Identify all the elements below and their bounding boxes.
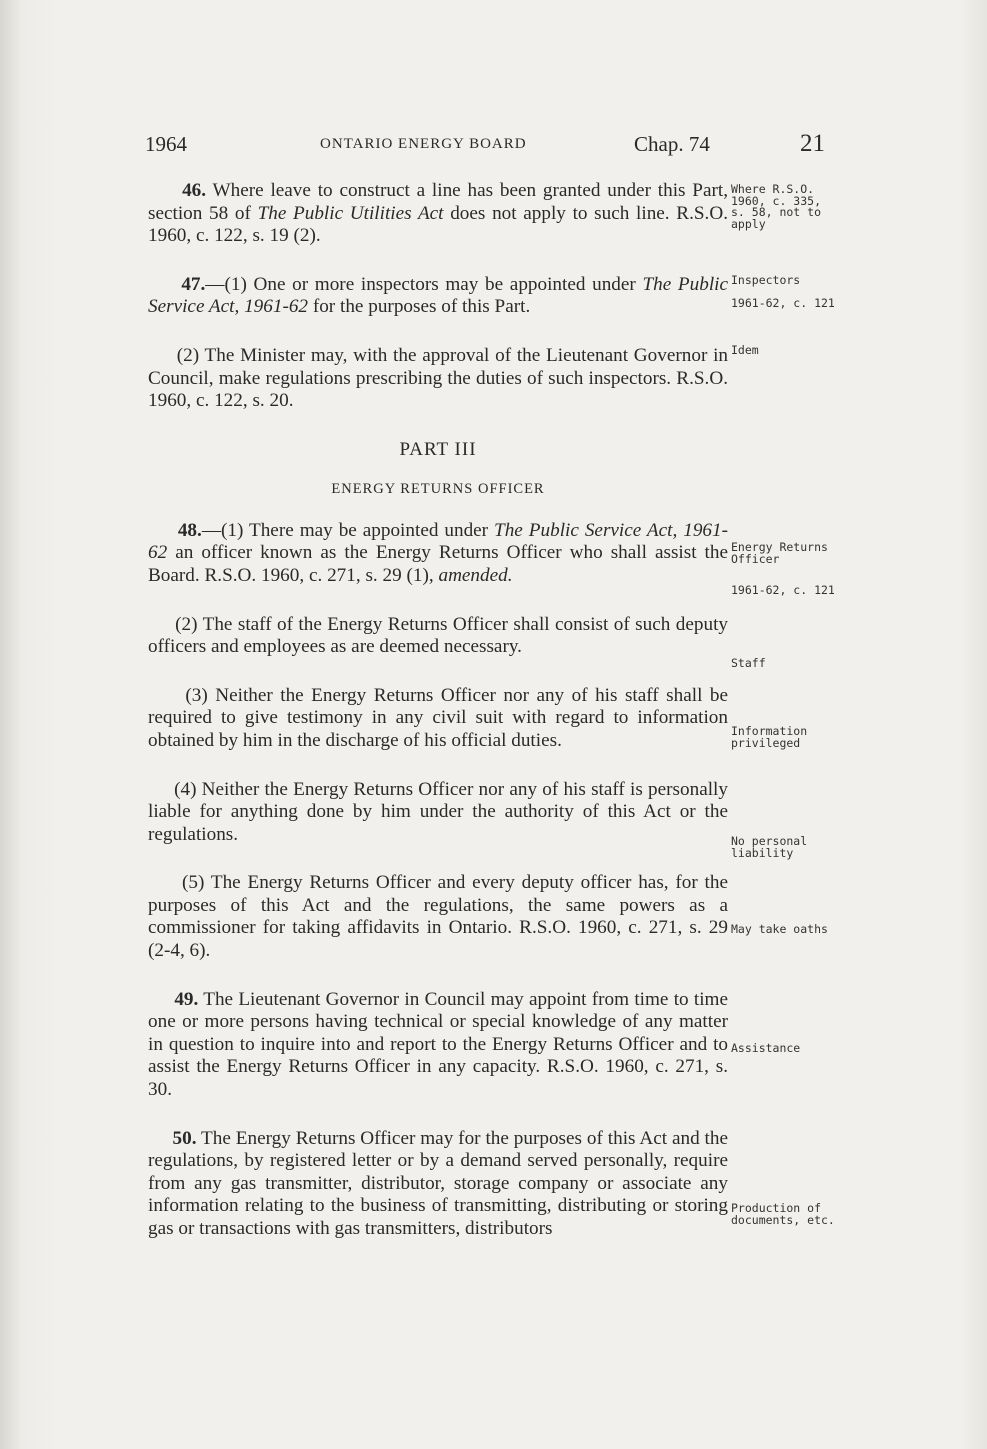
- margin-note-50: Production of documents, etc.: [731, 1201, 835, 1227]
- section-number: 47.: [181, 273, 206, 295]
- section-47-2: (2) The Minister may, with the approval of the Lieutenant Governor in Council, make regulations prescribing the duties of such inspectors. R.S.O. 1960, c. 122, s. 20.: [148, 344, 729, 412]
- section-number: 48.: [177, 519, 202, 541]
- section-48-3: (3) Neither the Energy Returns Officer nor any of his staff shall be required to give testimony in any civil suit with regard to information obtained by him in the discharge of his official duties.: [148, 684, 728, 751]
- margin-note-47-1: Inspectors: [731, 273, 801, 287]
- margin-note-48-2: Staff: [731, 656, 766, 670]
- header-title: ONTARIO ENERGY BOARD: [320, 136, 527, 152]
- section-47-1: 47.—(1) One or more inspectors may be appointed under The Public Service Act, 1961-62 for the purposes of this Part.: [148, 273, 729, 318]
- margin-note-48-1-ref: 1961-62, c. 121: [731, 583, 835, 597]
- header-chapter: Chap. 74: [634, 132, 710, 156]
- section-48-4: (4) Neither the Energy Returns Officer nor any of his staff is personally liable for anything done by him under the authority of this Act or the regulations.: [148, 778, 728, 845]
- act-title: The Public Service Act, 1961-62: [148, 273, 729, 318]
- margin-note-49: Assistance: [731, 1041, 801, 1055]
- document-body: [148, 180, 728, 1241]
- page-header: [145, 132, 835, 162]
- section-48-5: (5) The Energy Returns Officer and every deputy officer has, for the purposes of this Act and the regulations, the same powers as a commissioner for taking affidavits in Ontario. R.S.O. 1960, c. 271, s. 29 (2-4, 6).: [148, 872, 728, 962]
- margin-note-46: Where R.S.O. 1960, c. 335, s. 58, not to apply: [731, 182, 822, 231]
- margin-note-48-4: No personal liability: [731, 834, 808, 860]
- amended-note: amended.: [438, 564, 513, 586]
- part-heading: PART III: [399, 438, 477, 460]
- act-title: The Public Service Act, 1961-62: [148, 519, 729, 564]
- margin-note-48-3: Information privileged: [731, 724, 808, 750]
- section-50: 50. The Energy Returns Officer may for the purposes of this Act and the regulations, by registered letter or by a demand served personally, require from any gas transmitter, distributor, storage company or associate any information relating to the business of transmitting, distributing or storing gas or transactions with gas transmitters, distributors: [148, 1127, 728, 1239]
- part-subheading: ENERGY RETURNS OFFICER: [331, 480, 545, 497]
- margin-note-47-1-ref: 1961-62, c. 121: [731, 296, 835, 310]
- margin-note-48-5: May take oaths: [731, 922, 828, 936]
- header-year: 1964: [145, 132, 187, 156]
- section-number: 49.: [174, 988, 199, 1010]
- section-number: 50.: [172, 1127, 197, 1149]
- margin-note-48-1: Energy Returns Officer: [731, 540, 828, 566]
- act-title: The Public Utilities Act: [257, 202, 444, 224]
- section-48-2: (2) The staff of the Energy Returns Officer shall consist of such deputy officers and employees as are deemed necessary.: [148, 613, 728, 658]
- section-46: 46. Where leave to construct a line has been granted under this Part, section 58 of The Public Utilities Act does not apply to such line. R.S.O. 1960, c. 122, s. 19 (2).: [148, 180, 729, 247]
- margin-note-47-2: Idem: [731, 343, 759, 357]
- section-49: 49. The Lieutenant Governor in Council may appoint from time to time one or more persons having technical or special knowledge of any matter in question to inquire into and report to the Energy Returns Officer and to assist the Energy Returns Officer in any capacity. R.S.O. 1960, c. 271, s. 30.: [148, 988, 728, 1101]
- section-48-1: 48.—(1) There may be appointed under The Public Service Act, 1961-62 an officer known as the Energy Returns Officer who shall assist the Board. R.S.O. 1960, c. 271, s. 29 (1), amended.: [148, 519, 729, 586]
- section-number: 46.: [182, 180, 207, 201]
- page-number: 21: [800, 130, 825, 157]
